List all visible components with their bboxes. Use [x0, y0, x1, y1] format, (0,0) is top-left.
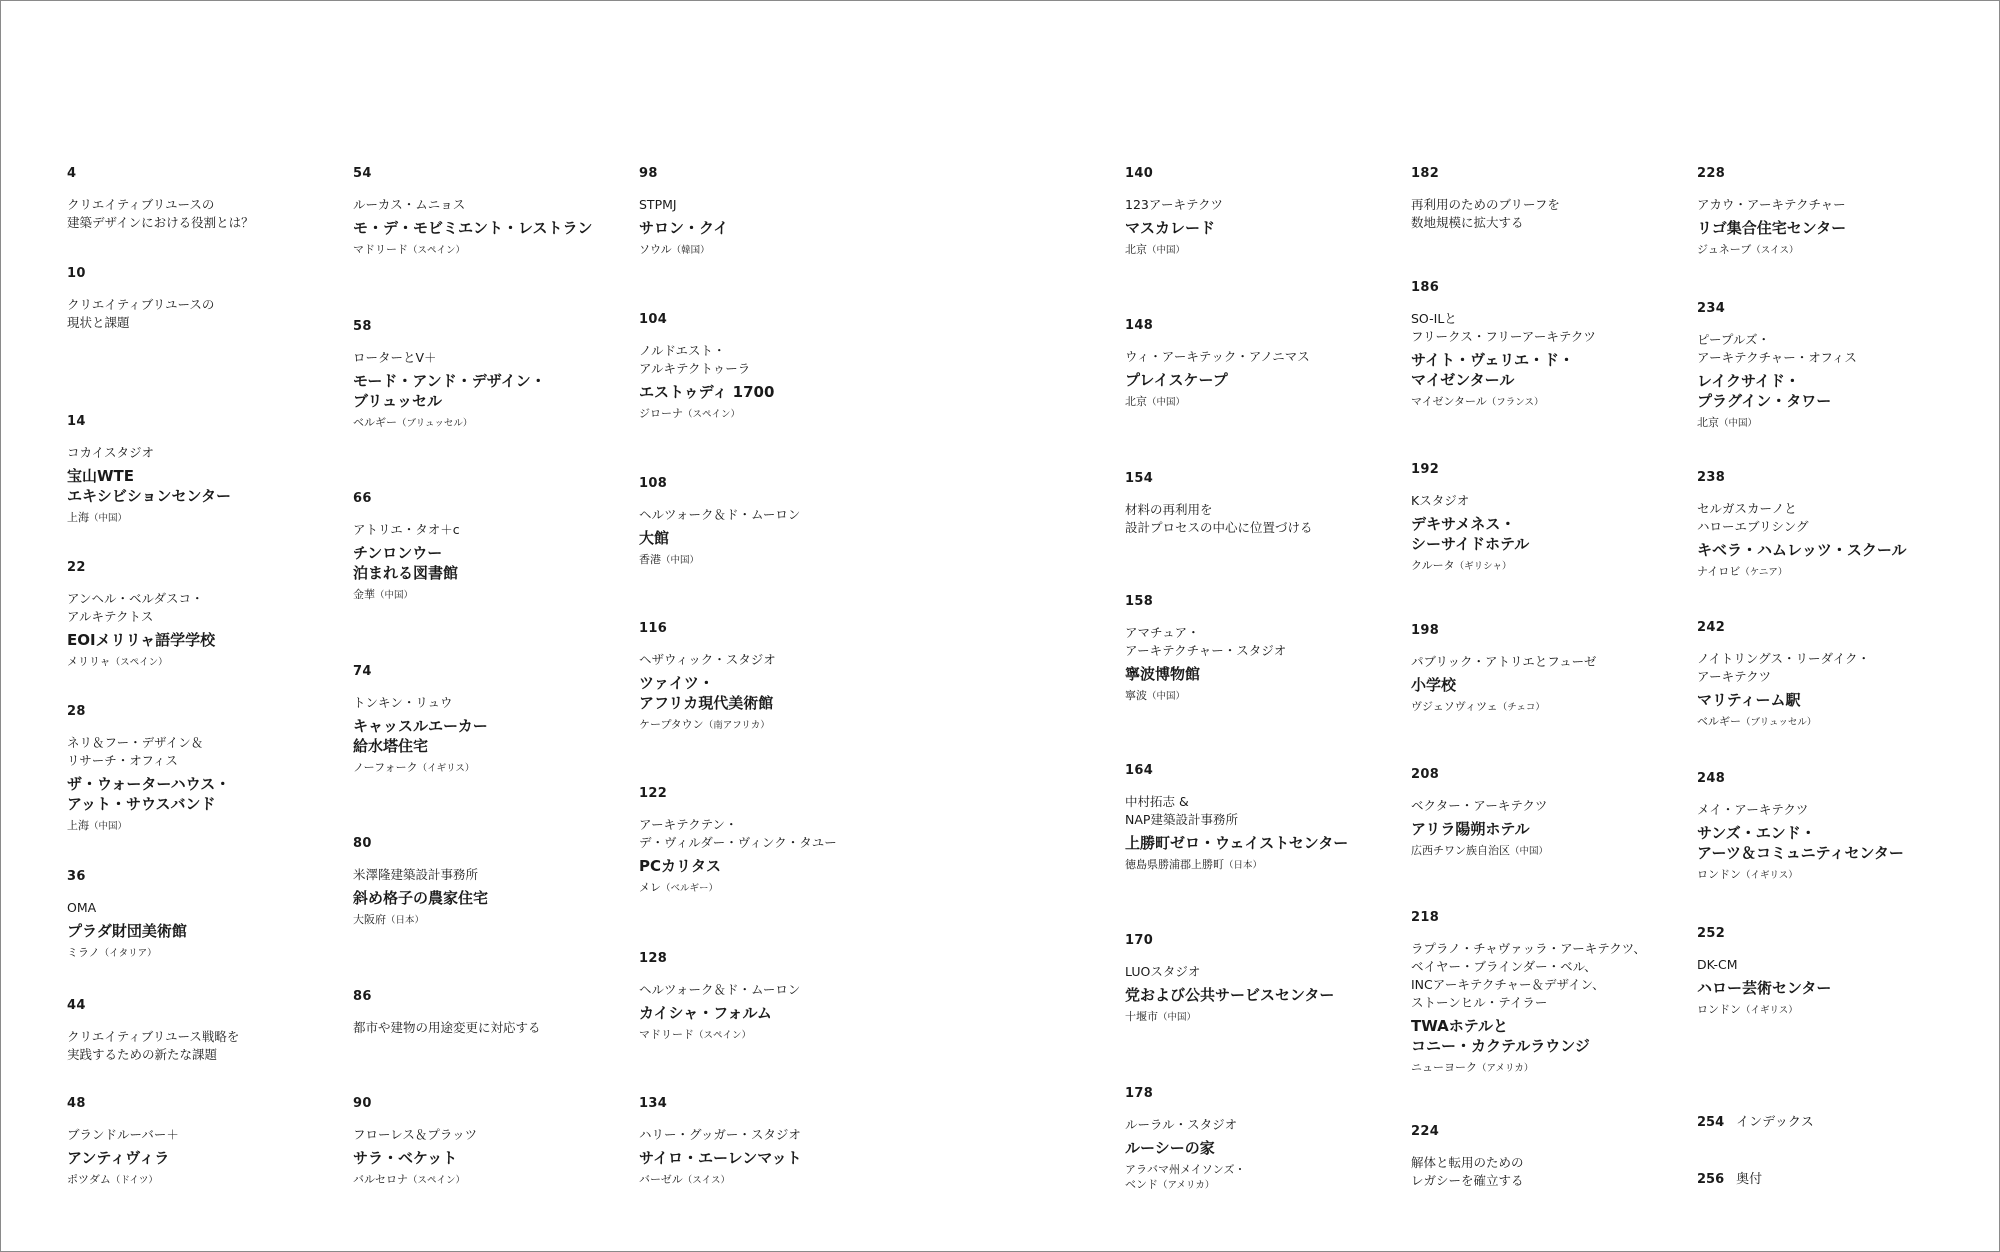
- toc-inline-entry: [1697, 1115, 1814, 1131]
- entry-title: マリティーム駅: [1697, 691, 1801, 709]
- entry-author: ローターとV＋: [353, 350, 437, 365]
- entry-author: ルーカス・ムニョス: [353, 197, 466, 212]
- entry-title: カイシャ・フォルム: [639, 1004, 772, 1022]
- page-number: 178: [1125, 1086, 1154, 1101]
- location-country: （日本）: [386, 915, 425, 926]
- entry-author: 解体と転用のための レガシーを確立する: [1411, 1155, 1524, 1188]
- entry-author: クリエイティブリユースの 現状と課題: [67, 297, 215, 330]
- entry-author: ハリー・グッガー・スタジオ: [639, 1127, 801, 1142]
- entry-author: ネリ＆フー・デザイン＆ リサーチ・オフィス: [67, 735, 204, 768]
- entry-location: [1697, 242, 1967, 258]
- page-number: 186: [1411, 280, 1440, 295]
- location-city: ソウル: [639, 243, 672, 256]
- toc-entry: [1125, 933, 1395, 1025]
- page-number: 14: [67, 414, 86, 429]
- location-city: バルセロナ: [353, 1173, 408, 1186]
- page-number: 104: [639, 312, 668, 327]
- entry-author: ウィ・アーキテック・アノニマス: [1125, 349, 1310, 364]
- page-number: 134: [639, 1096, 668, 1111]
- entry-title: キャッスルエーカー 給水塔住宅: [353, 717, 488, 755]
- toc-entry: [1125, 166, 1395, 258]
- toc-entry: [353, 166, 623, 258]
- page-number: 80: [353, 836, 372, 851]
- entry-author: クリエイティブリユース戦略を 実践するための新たな課題: [67, 1029, 240, 1062]
- location-city: 北京: [1125, 243, 1147, 256]
- location-country: （フランス）: [1486, 397, 1544, 408]
- entry-location: [639, 242, 909, 258]
- toc-entry: [1697, 926, 1967, 1018]
- page-number: 154: [1125, 471, 1154, 486]
- location-city: ベルギー: [353, 416, 397, 429]
- entry-author: アトリエ・タオ＋c: [353, 522, 460, 537]
- entry-location: [67, 654, 337, 670]
- page-number: 54: [353, 166, 372, 181]
- location-country: （スペイン）: [408, 245, 466, 256]
- page-number: 238: [1697, 470, 1726, 485]
- entry-title: リゴ集合住宅センター: [1697, 219, 1847, 237]
- entry-location: [639, 406, 909, 422]
- location-city: ジュネーブ: [1697, 243, 1752, 256]
- entry-location: [1411, 699, 1681, 715]
- entry-title: 寧波博物館: [1125, 665, 1201, 683]
- entry-author: パブリック・アトリエとフューゼ: [1411, 654, 1597, 669]
- entry-author: STPMJ: [639, 197, 677, 212]
- location-city: 上海: [67, 819, 89, 832]
- entry-author: 材料の再利用を 設計プロセスの中心に位置づける: [1125, 502, 1313, 535]
- toc-entry: [1125, 471, 1395, 537]
- location-country: （ブリュッセル）: [1741, 717, 1817, 728]
- toc-entry: [67, 414, 337, 526]
- page-number: 256: [1697, 1172, 1725, 1187]
- entry-title: 上勝町ゼロ・ウェイストセンター: [1125, 834, 1349, 852]
- entry-location: [639, 717, 909, 733]
- toc-entry: [639, 786, 909, 896]
- entry-location: [353, 587, 623, 603]
- page-number: 252: [1697, 926, 1726, 941]
- entry-title: キベラ・ハムレッツ・スクール: [1697, 541, 1907, 559]
- entry-label: 奥付: [1736, 1172, 1763, 1187]
- page-number: 198: [1411, 623, 1440, 638]
- entry-author: トンキン・リュウ: [353, 695, 453, 710]
- entry-title: プラダ財団美術館: [67, 922, 187, 940]
- page-number: 170: [1125, 933, 1154, 948]
- entry-title: 小学校: [1411, 676, 1457, 694]
- entry-location: [353, 415, 623, 431]
- entry-title: ツァイツ・ アフリカ現代美術館: [639, 674, 774, 712]
- page-number: 86: [353, 989, 372, 1004]
- location-city: メレ: [639, 881, 661, 894]
- toc-entry: [1125, 763, 1395, 873]
- entry-location: [1125, 242, 1395, 258]
- page-number: 158: [1125, 594, 1154, 609]
- toc-entry: [1411, 1124, 1681, 1190]
- page-number: 4: [67, 166, 77, 181]
- entry-location: [1411, 843, 1681, 859]
- entry-author: 米澤隆建築設計事務所: [353, 867, 479, 882]
- toc-entry: [1411, 166, 1681, 232]
- entry-location: [1411, 1060, 1681, 1076]
- toc-entry: [639, 621, 909, 733]
- entry-title: サロン・クイ: [639, 219, 729, 237]
- entry-author: コカイスタジオ: [67, 445, 155, 460]
- page-number: 140: [1125, 166, 1154, 181]
- toc-entry: [639, 951, 909, 1043]
- location-city: 香港: [639, 553, 661, 566]
- location-country: （ギリシャ）: [1454, 561, 1512, 572]
- page-number: 98: [639, 166, 658, 181]
- toc-entry: [1411, 280, 1681, 410]
- entry-title: TWAホテルと コニー・カクテルラウンジ: [1411, 1017, 1590, 1055]
- toc-entry: [639, 312, 909, 422]
- page-number: 122: [639, 786, 668, 801]
- toc-entry: [67, 998, 337, 1064]
- location-country: （スペイン）: [683, 409, 741, 420]
- location-city: マドリード: [639, 1028, 694, 1041]
- page-number: 58: [353, 319, 372, 334]
- location-country: （ケニア）: [1740, 567, 1788, 578]
- location-country: （中国）: [89, 821, 128, 832]
- entry-author: LUOスタジオ: [1125, 964, 1201, 979]
- toc-entry: [1125, 318, 1395, 410]
- page-number: 164: [1125, 763, 1154, 778]
- location-city: ロンドン: [1697, 868, 1741, 881]
- location-city: 北京: [1125, 395, 1147, 408]
- entry-location: [353, 242, 623, 258]
- page-number: 182: [1411, 166, 1440, 181]
- location-city: ジローナ: [639, 407, 683, 420]
- location-city: マイゼンタール: [1411, 395, 1487, 408]
- entry-title: 党および公共サービスセンター: [1125, 986, 1335, 1004]
- entry-title: チンロンウー 泊まれる図書館: [353, 544, 459, 582]
- toc-entry: [353, 989, 623, 1037]
- location-country: （スイス）: [682, 1175, 730, 1186]
- page-number: 48: [67, 1096, 86, 1111]
- entry-location: [639, 1172, 909, 1188]
- entry-location: [67, 510, 337, 526]
- entry-title: ルーシーの家: [1125, 1139, 1215, 1157]
- location-country: （ドイツ）: [110, 1175, 158, 1186]
- location-country: （中国）: [89, 513, 128, 524]
- entry-title: アンティヴィラ: [67, 1149, 170, 1167]
- page-number: 192: [1411, 462, 1440, 477]
- location-country: （スイス）: [1751, 245, 1799, 256]
- location-city: 上海: [67, 511, 89, 524]
- entry-title: 宝山WTE エキシビションセンター: [67, 467, 231, 505]
- page-number: 44: [67, 998, 86, 1013]
- location-country: （中国）: [1719, 418, 1758, 429]
- location-country: （スペイン）: [110, 657, 168, 668]
- location-city: ポツダム: [67, 1173, 111, 1186]
- location-city: ヴジェソヴィツェ: [1411, 700, 1498, 713]
- location-country: （中国）: [1158, 1012, 1197, 1023]
- entry-location: [1697, 867, 1967, 883]
- toc-entry: [67, 560, 337, 670]
- entry-location: [353, 912, 623, 928]
- entry-author: セルガスカーノと ハローエブリシング: [1697, 501, 1809, 534]
- location-city: ベルギー: [1697, 715, 1741, 728]
- entry-title: モード・アンド・デザイン・ ブリュッセル: [353, 372, 546, 410]
- entry-author: 123アーキテクツ: [1125, 197, 1223, 212]
- entry-location: [1411, 394, 1681, 410]
- toc-entry: [1411, 623, 1681, 715]
- entry-author: Kスタジオ: [1411, 493, 1470, 508]
- entry-title: ザ・ウォーターハウス・ アット・サウスバンド: [67, 775, 231, 813]
- entry-title: アリラ陽朔ホテル: [1411, 820, 1530, 838]
- entry-title: プレイスケープ: [1125, 371, 1228, 389]
- location-country: （アメリカ）: [1158, 1180, 1215, 1191]
- entry-title: サイロ・エーレンマット: [639, 1149, 802, 1167]
- entry-author: 再利用のためのブリーフを 数地規模に拡大する: [1411, 197, 1560, 230]
- toc-entry: [1697, 620, 1967, 730]
- entry-location: [1697, 415, 1967, 431]
- entry-author: OMA: [67, 900, 97, 915]
- page-number: 74: [353, 664, 372, 679]
- toc-entry: [353, 1096, 623, 1188]
- location-city: ナイロビ: [1697, 565, 1741, 578]
- location-country: （アメリカ）: [1477, 1063, 1534, 1074]
- page-number: 10: [67, 266, 86, 281]
- entry-location: [1125, 1162, 1395, 1193]
- location-country: （スペイン）: [408, 1175, 466, 1186]
- page-number: 254: [1697, 1115, 1725, 1130]
- toc-inline-entry: [1697, 1172, 1762, 1188]
- location-city: 北京: [1697, 416, 1719, 429]
- location-country: （スペイン）: [694, 1030, 752, 1041]
- entry-location: [639, 1027, 909, 1043]
- location-city: 徳島県勝浦郡上勝町: [1125, 858, 1224, 871]
- entry-title: サイト・ヴェリエ・ド・ マイゼンタール: [1411, 351, 1575, 389]
- entry-label: インデックス: [1736, 1115, 1814, 1130]
- page-number: 228: [1697, 166, 1726, 181]
- toc-entry: [1125, 594, 1395, 704]
- toc-entry: [1125, 1086, 1395, 1193]
- entry-location: [67, 945, 337, 961]
- entry-location: [1125, 857, 1395, 873]
- location-city: ケープタウン: [639, 718, 704, 731]
- entry-title: PCカリタス: [639, 857, 722, 875]
- entry-author: アンヘル・ベルダスコ・ アルキテクトス: [67, 591, 204, 624]
- entry-author: SO-ILと フリークス・フリーアーキテクツ: [1411, 311, 1596, 344]
- entry-author: フローレス＆プラッツ: [353, 1127, 478, 1142]
- entry-location: [1125, 394, 1395, 410]
- entry-location: [353, 760, 623, 776]
- entry-title: モ・デ・モビミエント・レストラン: [353, 219, 593, 237]
- location-country: （中国）: [375, 590, 414, 601]
- toc-entry: [353, 319, 623, 431]
- entry-location: [353, 1172, 623, 1188]
- location-country: （中国）: [1510, 846, 1549, 857]
- location-city: 寧波: [1125, 689, 1147, 702]
- entry-author: ベクター・アーキテクツ: [1411, 798, 1548, 813]
- toc-entry: [353, 836, 623, 928]
- entry-author: ルーラル・スタジオ: [1125, 1117, 1238, 1132]
- entry-location: [1125, 1009, 1395, 1025]
- location-country: （ブリュッセル）: [397, 418, 473, 429]
- entry-location: [1697, 714, 1967, 730]
- location-country: （日本）: [1224, 860, 1263, 871]
- entry-author: ノルドエスト・ アルキテクトゥーラ: [639, 343, 751, 376]
- toc-entry: [1697, 470, 1967, 580]
- toc-entry: [1411, 462, 1681, 574]
- entry-title: デキサメネス・ シーサイドホテル: [1411, 515, 1530, 553]
- location-city: アラバマ州メイソンズ・ ベンド: [1125, 1163, 1246, 1191]
- location-city: マドリード: [353, 243, 408, 256]
- entry-location: [639, 880, 909, 896]
- location-country: （南アフリカ）: [703, 720, 770, 731]
- location-country: （ベルギー）: [661, 883, 719, 894]
- entry-author: アカウ・アーキテクチャー: [1697, 197, 1846, 212]
- entry-title: EOIメリリャ語学学校: [67, 631, 216, 649]
- location-city: ミラノ: [67, 946, 100, 959]
- location-city: メリリャ: [67, 655, 111, 668]
- entry-title: レイクサイド・ プラグイン・タワー: [1697, 372, 1832, 410]
- entry-location: [67, 818, 337, 834]
- toc-entry: [1697, 771, 1967, 883]
- toc-entry: [353, 664, 623, 776]
- entry-author: ラプラノ・チャヴァッラ・アーキテクツ、 ベイヤー・ブラインダー・ベル、 INCアーキテクチャー＆デザイン、 ストーンヒル・テイラー: [1411, 941, 1646, 1010]
- page-number: 242: [1697, 620, 1726, 635]
- location-city: 広西チワン族自治区: [1411, 844, 1510, 857]
- entry-location: [1125, 688, 1395, 704]
- toc-entry: [67, 704, 337, 834]
- entry-location: [639, 552, 909, 568]
- location-city: バーゼル: [639, 1173, 683, 1186]
- location-city: クルータ: [1411, 559, 1455, 572]
- toc-entry: [67, 266, 337, 332]
- page-number: 148: [1125, 318, 1154, 333]
- page-number: 22: [67, 560, 86, 575]
- location-country: （チェコ）: [1497, 702, 1545, 713]
- page-number: 116: [639, 621, 668, 636]
- entry-location: [1697, 1002, 1967, 1018]
- location-country: （韓国）: [671, 245, 710, 256]
- page-number: 90: [353, 1096, 372, 1111]
- entry-author: クリエイティブリユースの 建築デザインにおける役割とは？: [67, 197, 254, 230]
- entry-author: ヘルツォーク＆ド・ムーロン: [639, 507, 801, 522]
- page-number: 108: [639, 476, 668, 491]
- entry-title: エストゥディ 1700: [639, 383, 775, 401]
- toc-entry: [1411, 767, 1681, 859]
- location-city: 十堰市: [1125, 1010, 1158, 1023]
- entry-author: 都市や建物の用途変更に対応する: [353, 1020, 541, 1035]
- toc-entry: [67, 869, 337, 961]
- location-country: （中国）: [1147, 397, 1186, 408]
- location-city: 大阪府: [353, 913, 386, 926]
- location-country: （イギリス）: [1741, 870, 1798, 881]
- entry-author: ヘルツォーク＆ド・ムーロン: [639, 982, 801, 997]
- toc-entry: [639, 166, 909, 258]
- toc-entry: [1697, 166, 1967, 258]
- location-city: ロンドン: [1697, 1003, 1741, 1016]
- entry-title: 斜め格子の農家住宅: [353, 889, 489, 907]
- toc-entry: [353, 491, 623, 603]
- entry-author: メイ・アーキテクツ: [1697, 802, 1809, 817]
- entry-location: [1411, 558, 1681, 574]
- location-country: （イタリア）: [99, 948, 157, 959]
- location-country: （イギリス）: [417, 763, 475, 774]
- location-country: （中国）: [661, 555, 700, 566]
- entry-author: DK-CM: [1697, 957, 1738, 972]
- toc-entry: [1697, 301, 1967, 431]
- location-city: ニューヨーク: [1411, 1061, 1477, 1074]
- toc-entry: [67, 166, 337, 232]
- page-number: 224: [1411, 1124, 1440, 1139]
- entry-author: ピープルズ・ アーキテクチャー・オフィス: [1697, 332, 1857, 365]
- location-country: （中国）: [1147, 245, 1186, 256]
- page-number: 36: [67, 869, 86, 884]
- page-number: 128: [639, 951, 668, 966]
- page-number: 66: [353, 491, 372, 506]
- location-country: （イギリス）: [1741, 1005, 1798, 1016]
- entry-location: [1697, 564, 1967, 580]
- entry-title: サラ・ベケット: [353, 1149, 458, 1167]
- entry-title: ハロー芸術センター: [1697, 979, 1832, 997]
- page-number: 218: [1411, 910, 1440, 925]
- page-number: 28: [67, 704, 86, 719]
- entry-author: 中村拓志 & NAP建築設計事務所: [1125, 794, 1238, 827]
- page-number: 208: [1411, 767, 1440, 782]
- page-number: 234: [1697, 301, 1726, 316]
- entry-author: ブランドルーバー＋: [67, 1127, 179, 1142]
- location-city: ノーフォーク: [353, 761, 418, 774]
- toc-entry: [67, 1096, 337, 1188]
- entry-author: アーキテクテン・ デ・ヴィルダー・ヴィンク・タユー: [639, 817, 837, 850]
- toc-entry: [639, 476, 909, 568]
- entry-author: ノイトリングス・リーダイク・ アーキテクツ: [1697, 651, 1871, 684]
- toc-entry: [639, 1096, 909, 1188]
- entry-title: 大館: [639, 529, 670, 547]
- location-country: （中国）: [1147, 691, 1186, 702]
- page-number: 248: [1697, 771, 1726, 786]
- toc-entry: [1411, 910, 1681, 1076]
- entry-location: [67, 1172, 337, 1188]
- entry-author: ヘザウィック・スタジオ: [639, 652, 776, 667]
- entry-title: マスカレード: [1125, 219, 1216, 237]
- entry-author: アマチュア・ アーキテクチャー・スタジオ: [1125, 625, 1287, 658]
- location-city: 金華: [353, 588, 375, 601]
- entry-title: サンズ・エンド・ アーツ＆コミュニティセンター: [1697, 824, 1904, 862]
